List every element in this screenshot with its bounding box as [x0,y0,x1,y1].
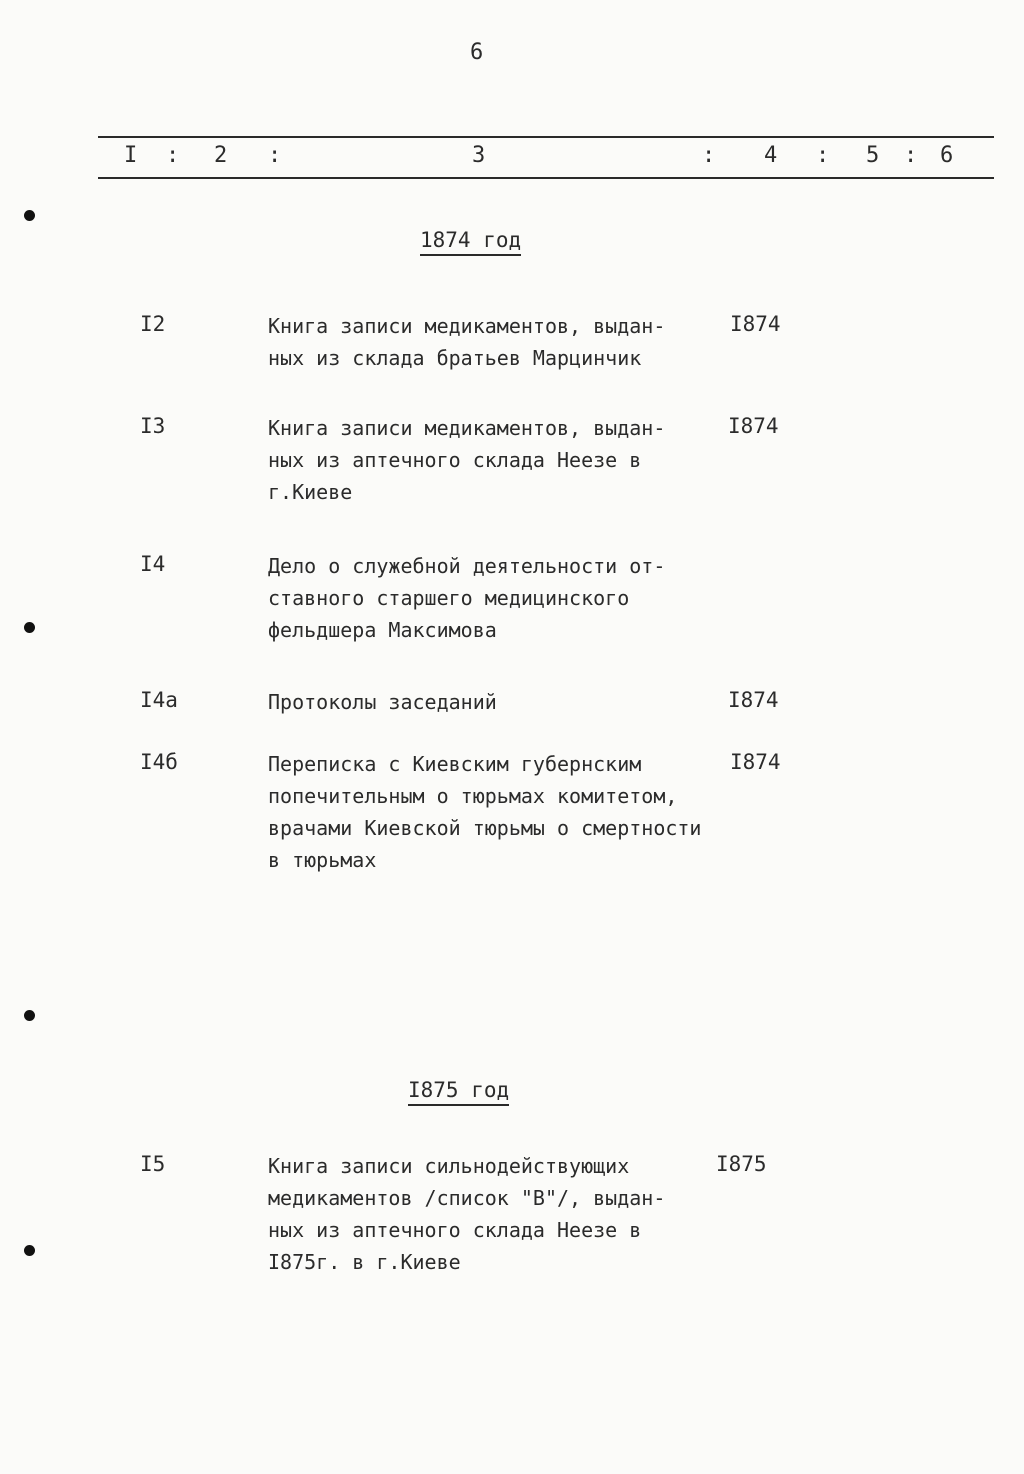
column-header-4: 4 [764,143,778,168]
entry-date: I874 [728,414,779,438]
entry-title: Книга записи сильнодействующих медикаментов /список "В"/, выдан- ных из аптечного склада Неезе в I875г. в г.Киеве [268,1154,666,1274]
year-heading: I875 год [408,1078,509,1106]
entry-number: I4б [140,750,178,774]
punch-hole-mark [24,1245,35,1256]
punch-hole-mark [24,210,35,221]
column-separator: : [268,143,282,168]
entry-number: I3 [140,414,166,438]
column-header-6: 6 [940,143,954,168]
header-top-rule [98,136,994,138]
punch-hole-mark [24,1010,35,1021]
column-separator: : [904,143,918,168]
entry-number: I2 [140,312,166,336]
header-bottom-rule [98,177,994,179]
column-header-3: 3 [472,143,486,168]
entry-date: I874 [730,750,781,774]
entry-title: Книга записи медикаментов, выдан- ных из склада братьев Марцинчик [268,314,666,370]
entry-number: I5 [140,1152,166,1176]
column-separator: : [702,143,716,168]
entry-title: Дело о служебной деятельности от- ставного старшего медицинского фельдшера Максимова [268,554,666,642]
entry-date: I875 [716,1152,767,1176]
entry-title: Протоколы заседаний [268,690,497,714]
page-number: 6 [470,40,484,65]
column-header-2: 2 [214,143,228,168]
punch-hole-mark [24,622,35,633]
column-separator: : [816,143,830,168]
column-header-5: 5 [866,143,880,168]
column-header-1: I [124,143,138,168]
year-heading: 1874 год [420,228,521,256]
entry-number: I4а [140,688,178,712]
column-separator: : [166,143,180,168]
entry-date: I874 [730,312,781,336]
entry-date: I874 [728,688,779,712]
entry-title: Переписка с Киевским губернским попечительным о тюрьмах комитетом, врачами Киевской тюрьмы о смертности в тюрьмах [268,752,702,872]
entry-number: I4 [140,552,166,576]
entry-title: Книга записи медикаментов, выдан- ных из аптечного склада Неезе в г.Киеве [268,416,666,504]
